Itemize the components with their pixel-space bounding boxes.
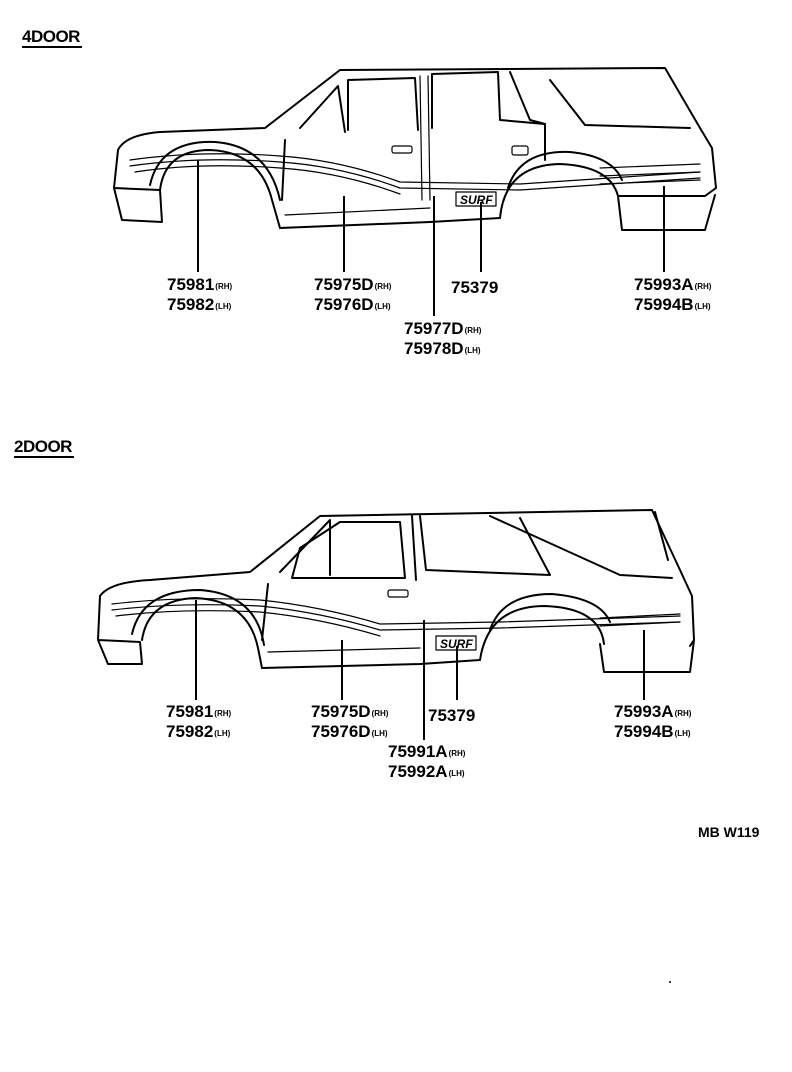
part-number: 75975D (314, 275, 374, 294)
section-heading-4door: 4DOOR (22, 27, 80, 46)
callout-75379-2door (428, 707, 475, 725)
diagram-code: MB W119 (698, 824, 760, 840)
callout-75977d-75978d-4door (404, 320, 481, 360)
side-label: (RH) (464, 326, 482, 335)
part-number: 75993A (614, 702, 674, 721)
part-number: 75976D (311, 722, 371, 741)
part-number: 75982 (166, 722, 214, 741)
part-number: 75991A (388, 742, 448, 761)
side-label: (LH) (214, 729, 231, 738)
callout-75993a-75994b-2door (614, 703, 691, 743)
callout-75975d-75976d-4door (314, 276, 391, 316)
side-label: (RH) (448, 749, 466, 758)
part-number: 75379 (428, 706, 476, 725)
part-number: 75994B (634, 295, 694, 314)
side-label: (LH) (464, 346, 481, 355)
part-number: 75994B (614, 722, 674, 741)
side-label: (RH) (694, 282, 712, 291)
side-label: (LH) (694, 302, 711, 311)
side-label: (LH) (374, 302, 391, 311)
callout-75993a-75994b-4door (634, 276, 711, 316)
part-number: 75981 (167, 275, 215, 294)
part-number: 75981 (166, 702, 214, 721)
part-number: 75993A (634, 275, 694, 294)
side-label: (LH) (215, 302, 232, 311)
callout-75379-4door (451, 279, 498, 297)
section-heading-2door: 2DOOR (14, 437, 72, 456)
side-label: (RH) (374, 282, 392, 291)
part-number: 75978D (404, 339, 464, 358)
side-label: (LH) (371, 729, 388, 738)
callout-75991a-75992a-2door (388, 743, 465, 783)
part-number: 75992A (388, 762, 448, 781)
part-number: 75976D (314, 295, 374, 314)
surf-badge-2door: SURF (440, 637, 473, 651)
side-label: (RH) (215, 282, 233, 291)
side-label: (RH) (214, 709, 232, 718)
side-label: (LH) (448, 769, 465, 778)
part-number: 75975D (311, 702, 371, 721)
part-number: 75982 (167, 295, 215, 314)
side-label: (RH) (371, 709, 389, 718)
part-number: 75379 (451, 278, 499, 297)
part-number: 75977D (404, 319, 464, 338)
side-label: (RH) (674, 709, 692, 718)
callout-75981-75982-2door (166, 703, 231, 743)
callout-75981-75982-4door (167, 276, 232, 316)
surf-badge-4door: SURF (460, 193, 493, 207)
side-label: (LH) (674, 729, 691, 738)
callout-75975d-75976d-2door (311, 703, 388, 743)
